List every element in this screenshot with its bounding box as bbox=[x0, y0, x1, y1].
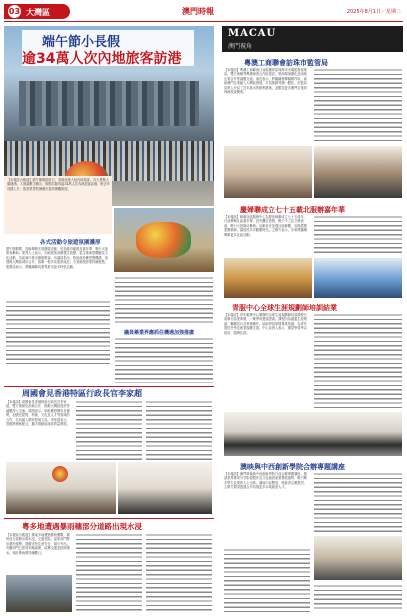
emblem bbox=[52, 466, 68, 482]
right-story-1-photo-a bbox=[224, 146, 312, 198]
right-story-4-title: 澳映與中西創新學院合辦專題講座 bbox=[240, 463, 345, 471]
right-story-3-title: 青服中心全球生涯規劃師培訓結業 bbox=[232, 304, 337, 312]
lead-caption: 【本報綜合報道】端午節假期首日，香港迎來大批內地旅客，各大景點人頭湧湧。入境處數字顯示，假期共錄得逾34萬人次內地旅客訪港，較去年同期上升，旅遊業界對暑期市道持樂觀態度。 bbox=[7, 178, 110, 191]
story2-body: 【本報訊】周國會見香港特區行政長官李家超，雙方就深化兩地合作、推動大灣區建設等議題深入交流。周國表示，兩地應發揮各自優勢，加強在經貿、科創、文化及人才等領域的合作，共同融入國家發展大局。李家超表示，香港將積極配合，攜手推動區域高質量發展。 bbox=[6, 400, 70, 427]
right-story-4-body-d bbox=[314, 584, 402, 612]
lead-body-col2 bbox=[115, 276, 213, 326]
section-number: 03 bbox=[8, 7, 21, 16]
story3-photo bbox=[6, 575, 72, 612]
lead-photo-dragon bbox=[114, 208, 214, 272]
right-story-2-photo-a bbox=[224, 258, 312, 298]
crowd bbox=[4, 141, 214, 181]
right-story-2-photo-b bbox=[314, 258, 402, 298]
story2-photo-b bbox=[118, 462, 212, 514]
story2-photo-a bbox=[6, 462, 116, 514]
lead-kicker: 端午節小長假 bbox=[42, 35, 121, 50]
dragon-figure bbox=[136, 222, 191, 258]
right-story-4-body-b bbox=[314, 472, 402, 532]
right-story-1-body: 【本報訊】粵澳工商聯會日前組團拜訪珠海市市場監督管理局，雙方就橫琴粵澳深度合作區建設、營商環境優化及兩地企業合作等議題交流。會長表示，將繼續發揮橋樑作用，協助澳門企業融入大灣區發展，共同推動琴澳一體化。市監局負責人介紹了近年推出的便利措施，並歡迎更多澳門企業到珠海投資興業。 bbox=[224, 68, 307, 95]
right-story-3-body: 【本報訊】青年服務中心舉辦的全球生涯規劃師培訓課程日前舉行結業典禮，一眾學員獲頒證書。課程內容涵蓋生涯理論、輔導技巧及實務操作，協助學員掌握專業知識，為青年提供升學及就業規劃支援。中心負責人表示，期望學員學以致用，服務社群。 bbox=[224, 313, 307, 335]
lead-subhead-1: 各式活動令旅遊氛圍濃厚 bbox=[40, 240, 101, 246]
lead-headline: 逾34萬人次內地旅客訪港 bbox=[22, 51, 182, 67]
story2-title: 周國會見香港特區行政長官李家超 bbox=[22, 389, 142, 398]
masthead: 澳門時報 bbox=[182, 6, 214, 16]
side-banner-en: MACAU bbox=[228, 28, 277, 39]
story3-body-c bbox=[146, 533, 212, 612]
right-story-2-body: 【本報訊】婦聯北區服務中心為慶祝婦聯成立七十五周年，日前舉辦社區嘉年華，設有攤位遊戲、親子手工及文藝表演，吸引大批街坊參與。活動旨在加強社區聯繫，宣揚愛國愛澳精神，讓居民共享歡樂時光。主辦方表示，未來將繼續舉辦更多社區活動。 bbox=[224, 215, 307, 237]
right-story-2-title: 慶婦聯成立七十五載北服辦嘉年華 bbox=[240, 206, 345, 214]
page-date: 2025年8月1日／星期二 bbox=[346, 9, 401, 15]
right-story-4-body: 【本報訊】澳門映像與中西創新學院日前合辦專題講座，邀請業界專家分享影視製作及文化創意產業發展趨勢，吸引眾多學生及業界人士出席。講座內容豐富，與會者反應熱烈，主辦方期望透過合作培養更多本地創意人才。 bbox=[224, 472, 307, 490]
lead-body-col1-cont bbox=[6, 300, 110, 364]
header-rule bbox=[4, 21, 403, 22]
story2-body-c bbox=[146, 400, 212, 460]
story3-body-b bbox=[76, 533, 142, 612]
section-name: 大灣區 bbox=[26, 8, 50, 17]
story2-body-b bbox=[76, 400, 142, 460]
right-story-1-title: 粵澳工商聯會訪珠市監管局 bbox=[244, 59, 328, 67]
story3-title: 粵多地遭遇暴雨穗部分道路出現水浸 bbox=[22, 522, 142, 531]
story2-rule bbox=[4, 386, 214, 387]
right-story-2-body-b bbox=[314, 215, 402, 255]
right-story-3-body-b bbox=[314, 313, 402, 409]
skyline bbox=[19, 81, 199, 126]
right-story-3-photo bbox=[224, 412, 402, 456]
right-story-4-photo bbox=[314, 536, 402, 580]
story3-body: 【本報綜合報道】廣東多地遭遇暴雨襲擊，廣州部分道路出現水浸，交通受阻。氣象部門發出暴雨預警，提醒市民注意安全，減少外出。有關部門已派員到場處理，疏導交通並排除積水，預計降雨將持續數日。 bbox=[6, 533, 70, 555]
right-story-1-body-b bbox=[314, 68, 402, 142]
story3-rule bbox=[4, 518, 214, 519]
right-story-4-body-c bbox=[224, 548, 310, 612]
lead-body-col2-cont bbox=[115, 337, 213, 383]
lead-subhead-2: 議員稱業界應抓住機遇加強推廣 bbox=[124, 330, 195, 336]
lead-body-col1: 端午節期間，香港舉辦多項節慶活動，包括龍舟競渡及嘉年華，吸引大批旅客參與。業界人士表示，內地旅客消費模式改變，更注重深度體驗及文化活動，各區商戶推出優惠吸客。有議員指出，特區政府應把握機遇，加強與大灣區城市合作，推廣一程多站旅遊產品，令香港旅遊業持續復甦。旅發局表示，將繼續聯同業界推出更多特色活動。 bbox=[6, 247, 108, 269]
right-story-1-photo-b bbox=[314, 146, 402, 198]
side-banner-zh: 澳門視角 bbox=[228, 43, 253, 50]
